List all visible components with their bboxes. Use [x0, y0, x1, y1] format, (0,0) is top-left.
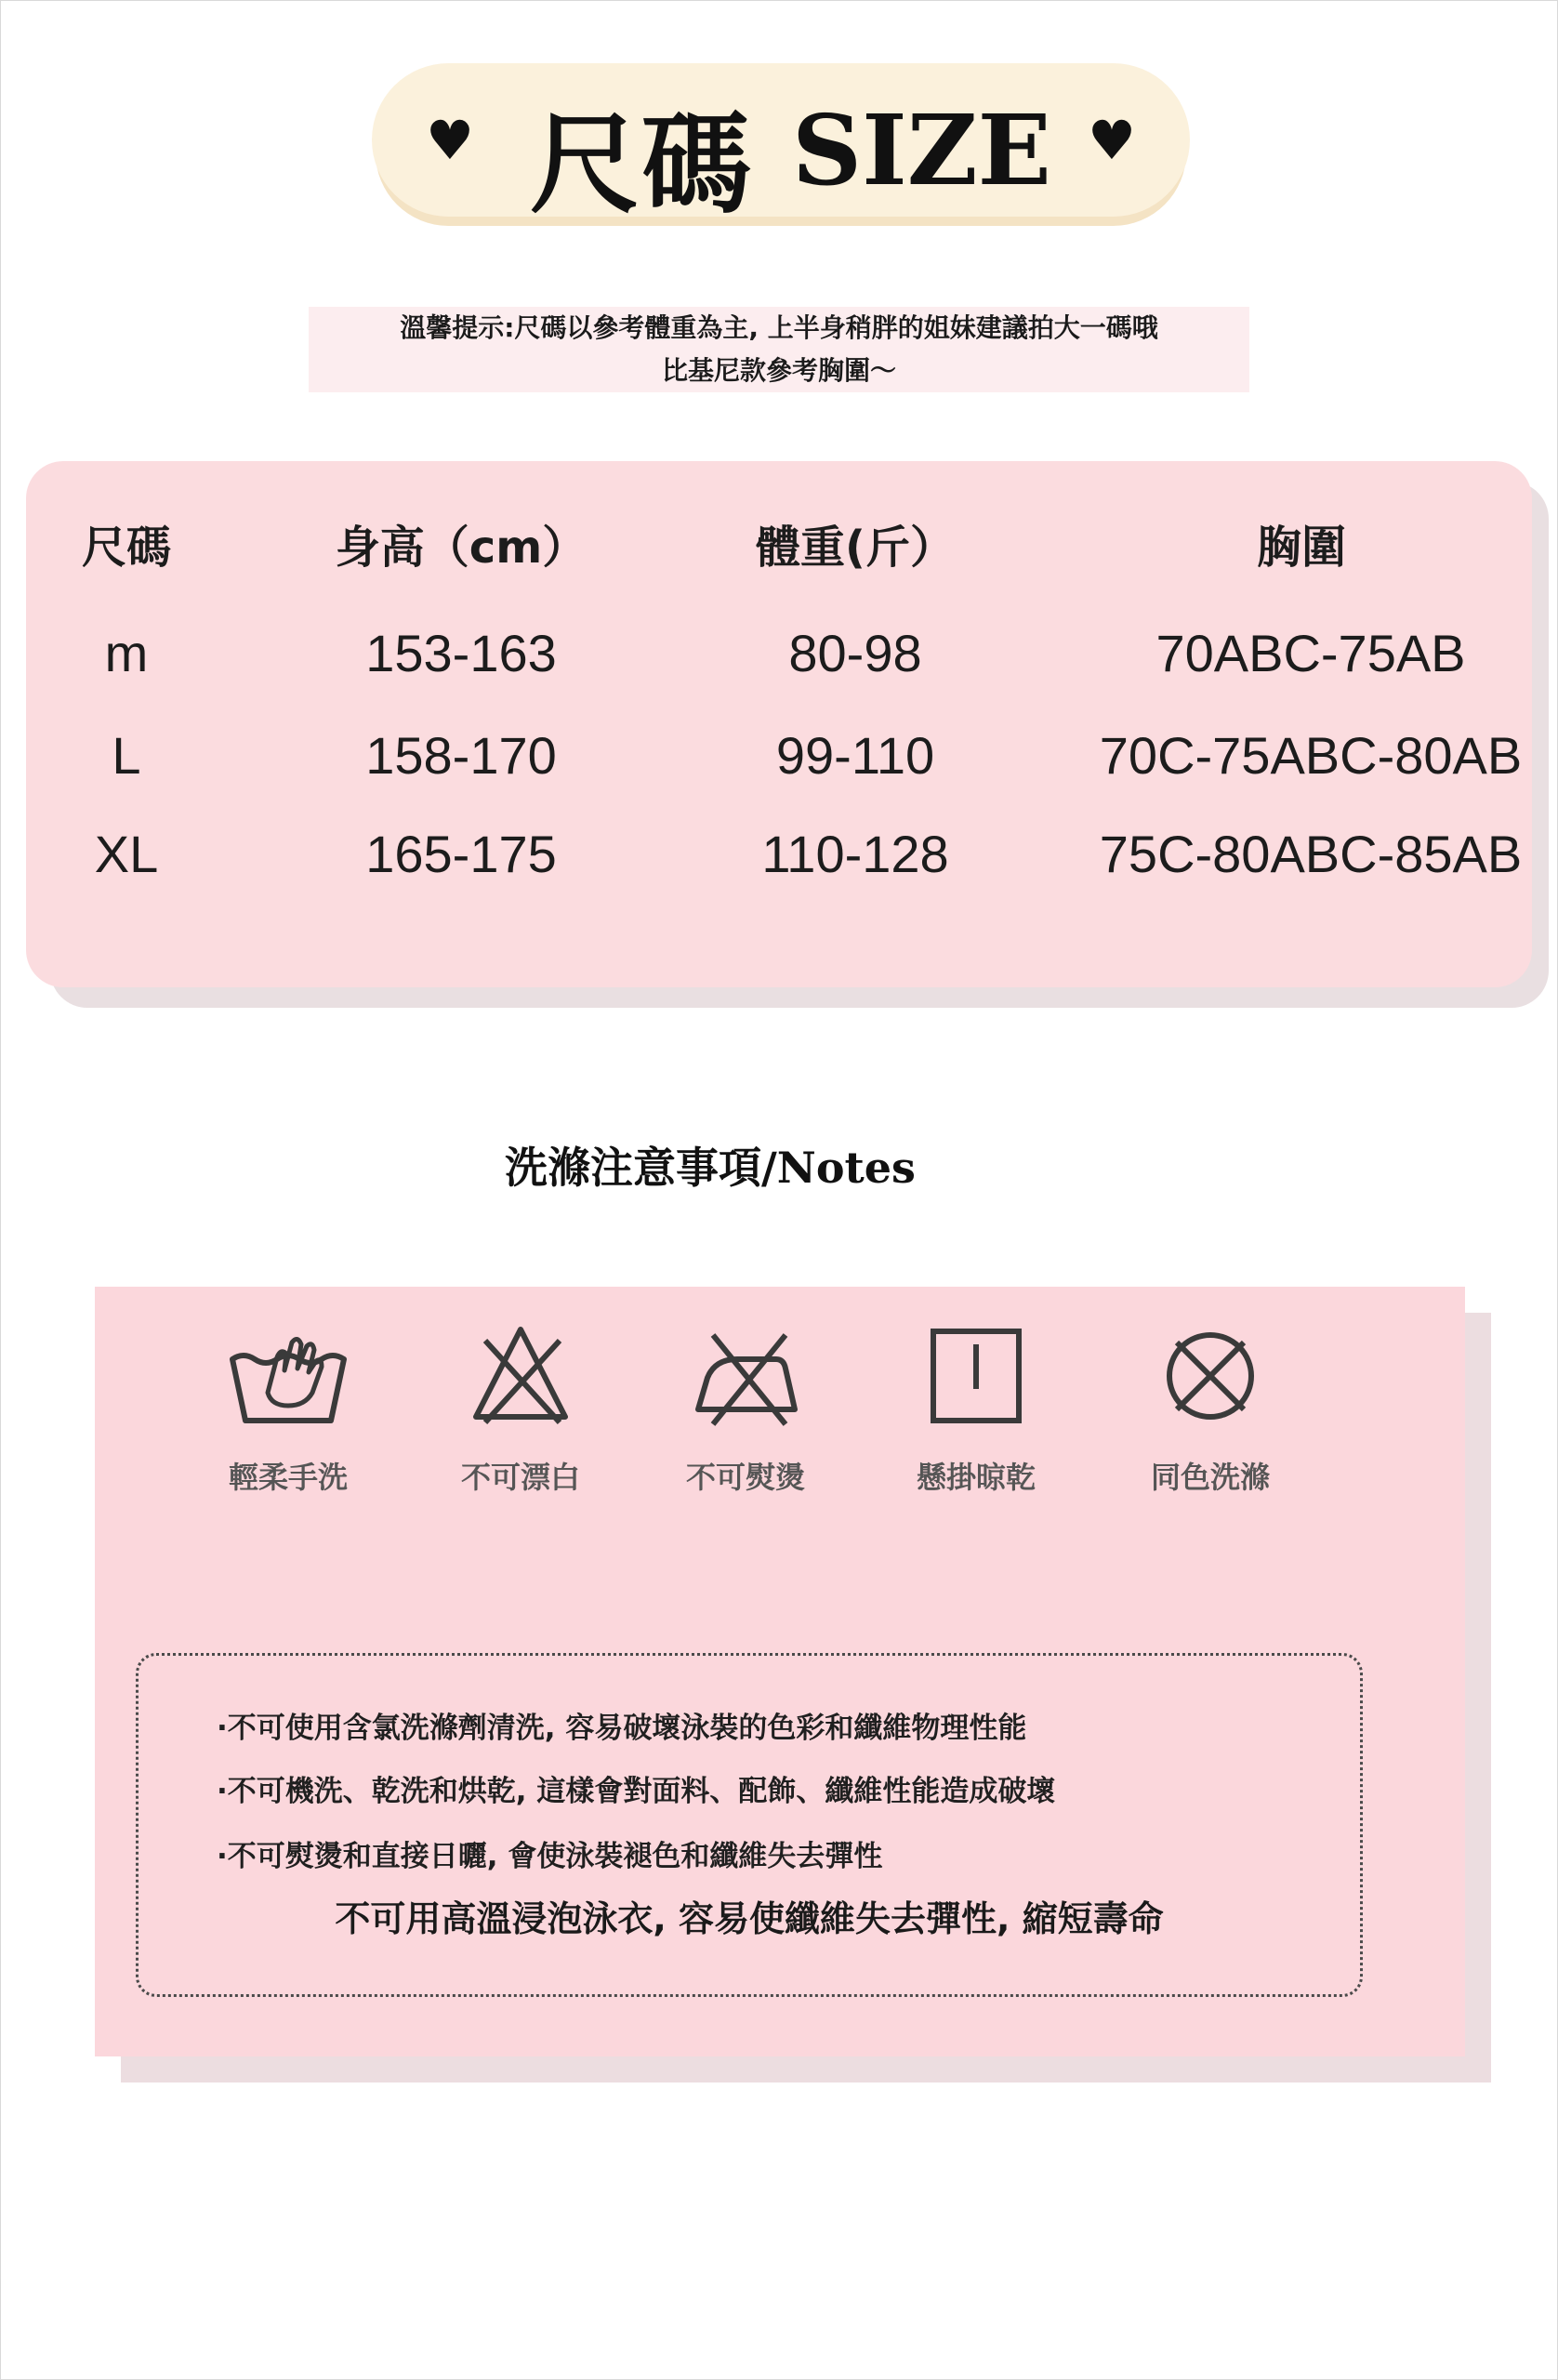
bust-value: 75C-80ABC-85AB — [1099, 825, 1523, 883]
tip-line-1: 溫馨提示:尺碼以參考體重為主, 上半身稍胖的姐妹建議拍大一碼哦 — [400, 312, 1158, 343]
title-banner — [372, 63, 1190, 229]
heart-icon: ♥ — [1088, 109, 1136, 172]
care-item-hang-dry — [874, 1320, 1078, 1506]
care-note: ·不可使用含氯洗滌劑清洗, 容易破壞泳裝的色彩和纖維物理性能 — [217, 1712, 1027, 1745]
weight-value: 80-98 — [788, 624, 922, 682]
care-note-emphasis: 不可用高溫浸泡泳衣, 容易使纖維失去彈性, 縮短壽命 — [335, 1898, 1164, 1939]
height-value: 153-163 — [365, 624, 557, 682]
care-label: 輕柔手洗 — [228, 1460, 348, 1495]
bust-value: 70ABC-75AB — [1155, 624, 1466, 682]
care-item-no-bleach — [418, 1320, 623, 1506]
no-iron-icon — [685, 1320, 806, 1432]
header-weight: 體重(斤） — [756, 522, 955, 574]
height-value: 165-175 — [365, 825, 557, 883]
care-item-no-iron — [643, 1320, 848, 1506]
care-note: ·不可機洗、乾洗和烘乾, 這樣會對面料、配飾、纖維性能造成破壞 — [217, 1775, 1056, 1808]
header-size: 尺碼 — [81, 522, 172, 574]
size-tip — [309, 307, 1249, 392]
care-item-same-color — [1108, 1320, 1313, 1506]
header-bust: 胸圍 — [1256, 522, 1347, 574]
size-label: m — [104, 624, 149, 682]
title-chinese: 尺碼 — [530, 100, 754, 229]
notes-heading — [505, 1134, 916, 1196]
header-height: 身高（cm） — [335, 522, 588, 574]
care-note: ·不可熨燙和直接日曬, 會使泳裝褪色和纖維失去彈性 — [217, 1840, 883, 1873]
care-label: 懸掛晾乾 — [916, 1460, 1036, 1495]
title-english: SIZE — [792, 93, 1051, 207]
care-notes-box — [136, 1653, 1363, 1997]
wash-same-color-icon — [1155, 1320, 1266, 1432]
size-label: XL — [94, 825, 159, 883]
size-label: L — [112, 726, 141, 785]
hang-dry-icon — [920, 1320, 1032, 1432]
size-table-card — [26, 461, 1532, 987]
weight-value: 110-128 — [761, 825, 949, 883]
weight-value: 99-110 — [775, 726, 935, 785]
care-label: 不可熨燙 — [685, 1460, 805, 1495]
tip-line-2: 比基尼款參考胸圍～ — [661, 355, 896, 386]
no-bleach-icon — [465, 1320, 576, 1432]
bust-value: 70C-75ABC-80AB — [1099, 726, 1523, 785]
care-label: 同色洗滌 — [1150, 1460, 1270, 1495]
height-value: 158-170 — [365, 726, 557, 785]
notes-heading-zh: 洗滌注意事項 — [505, 1143, 761, 1193]
heart-icon: ♥ — [426, 109, 474, 172]
care-item-hand-wash — [186, 1320, 390, 1506]
notes-heading-en: /Notes — [761, 1143, 916, 1193]
hand-wash-icon — [223, 1320, 353, 1432]
care-label: 不可漂白 — [460, 1460, 580, 1495]
